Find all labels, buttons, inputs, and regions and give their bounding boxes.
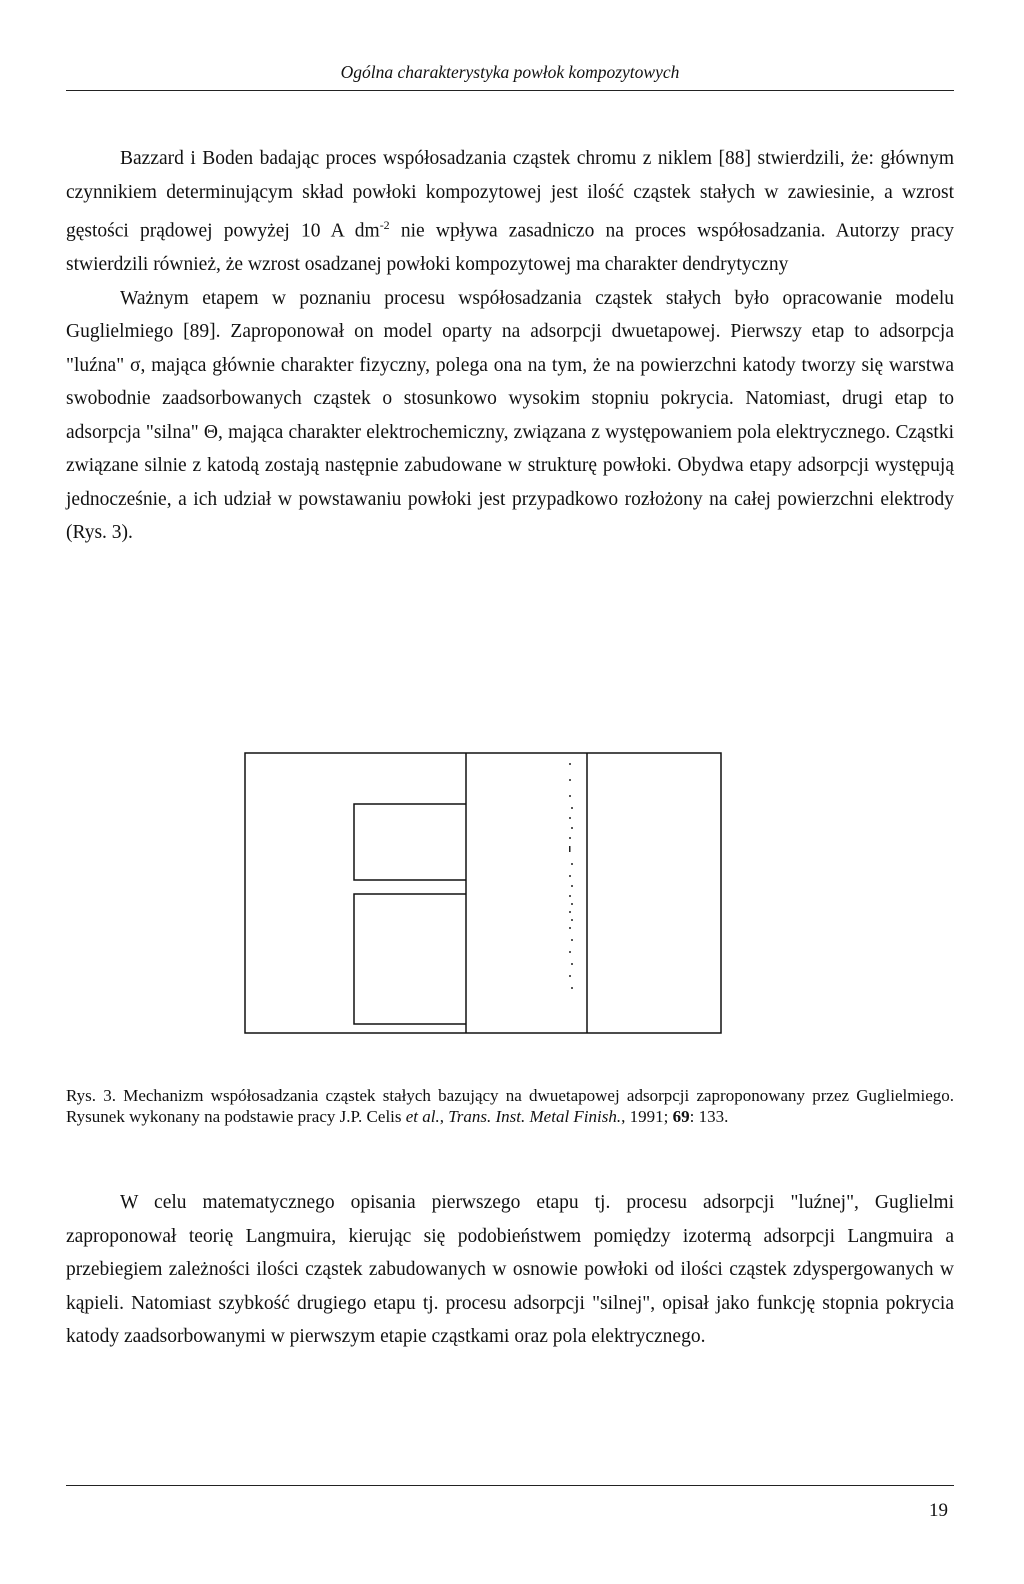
loose-adsorption-region <box>354 894 466 1024</box>
caption-year: , 1991; <box>621 1107 673 1126</box>
superscript: -2 <box>379 218 390 232</box>
caption-pages: : 133. <box>689 1107 729 1126</box>
caption-comma: , <box>439 1107 449 1126</box>
caption-text: Rys. 3. Mechanizm współosadzania cząstek stałych bazujący na dwuetapowej adsorpcji zaproponowany przez Guglielmiego. Rysunek wykonany na podstawie pracy J.P. Celis <box>66 1086 954 1126</box>
paragraph-1-text: Bazzard i Boden badając proces współosadzania cząstek chromu z niklem [88] stwierdzili, że: głównym czynnikiem determinującym skład powłoki kompozytowej jest ilość cząstek stałych w zawiesinie, a wzrost gęstości prądowej powyżej 10 A dm <box>66 148 954 242</box>
cathode-outline <box>245 753 721 1033</box>
running-header: Ogólna charakterystyka powłok kompozytowych <box>340 62 680 82</box>
header-rule <box>66 90 954 91</box>
caption-volume: 69 <box>672 1107 690 1126</box>
figure-caption <box>66 1085 954 1127</box>
paragraph-3: W celu matematycznego opisania pierwszego etapu tj. procesu adsorpcji "luźnej", Guglielmi zaproponował teorię Langmuira, kierując się podobieństwem pomiędzy izotermą adsorpcji Langmuira a przebiegiem zależności ilości cząstek zabudowanych w osnowie powłoki od ilości cząstek zdyspergowanych w kąpieli. Natomiast szybkość drugiego etapu tj. procesu adsorpcji "silnej", opisał jako funkcję stopnia pokrycia katody zaadsorbowanymi w pierwszym etapie cząstkami oraz pola elektrycznego. <box>66 1192 954 1347</box>
paragraph-1 <box>66 142 954 282</box>
figure-3-diagram <box>244 752 728 1040</box>
adsorption-diagram <box>244 752 728 1040</box>
caption-et-al: et al. <box>405 1107 440 1126</box>
paragraph-1-text-cont: nie wpływa zasadniczo na proces współosadzania. Autorzy pracy stwierdzili również, że wzrost osadzanej powłoki kompozytowej ma charakter dendrytyczny <box>66 220 954 275</box>
body-text-top <box>66 142 954 550</box>
body-text-bottom <box>66 1186 954 1354</box>
page-number: 19 <box>929 1500 948 1521</box>
caption-journal: Trans. Inst. Metal Finish. <box>448 1107 622 1126</box>
paragraph-2: Ważnym etapem w poznaniu procesu współosadzania cząstek stałych było opracowanie modelu Guglielmiego [89]. Zaproponował on model oparty na adsorpcji dwuetapowej. Pierwszy etap to adsorpcja "luźna" σ, mająca głównie charakter fizyczny, polega ona na tym, że na powierzchni katody tworzy się warstwa swobodnie zaadsorbowanych cząstek o stosunkowo wysokim stopniu pokrycia. Natomiast, drugi etap to adsorpcja "silna" Θ, mająca charakter elektrochemiczny, związana z występowaniem pola elektrycznego. Cząstki związane silnie z katodą zostają następnie zabudowane w strukturę powłoki. Obydwa etapy adsorpcji występują jednocześnie, a ich udział w powstawaniu powłoki jest przypadkowo rozłożony na całej powierzchni elektrody (Rys. 3). <box>66 287 954 543</box>
footer-rule <box>66 1485 954 1486</box>
strong-adsorption-region <box>354 804 466 880</box>
